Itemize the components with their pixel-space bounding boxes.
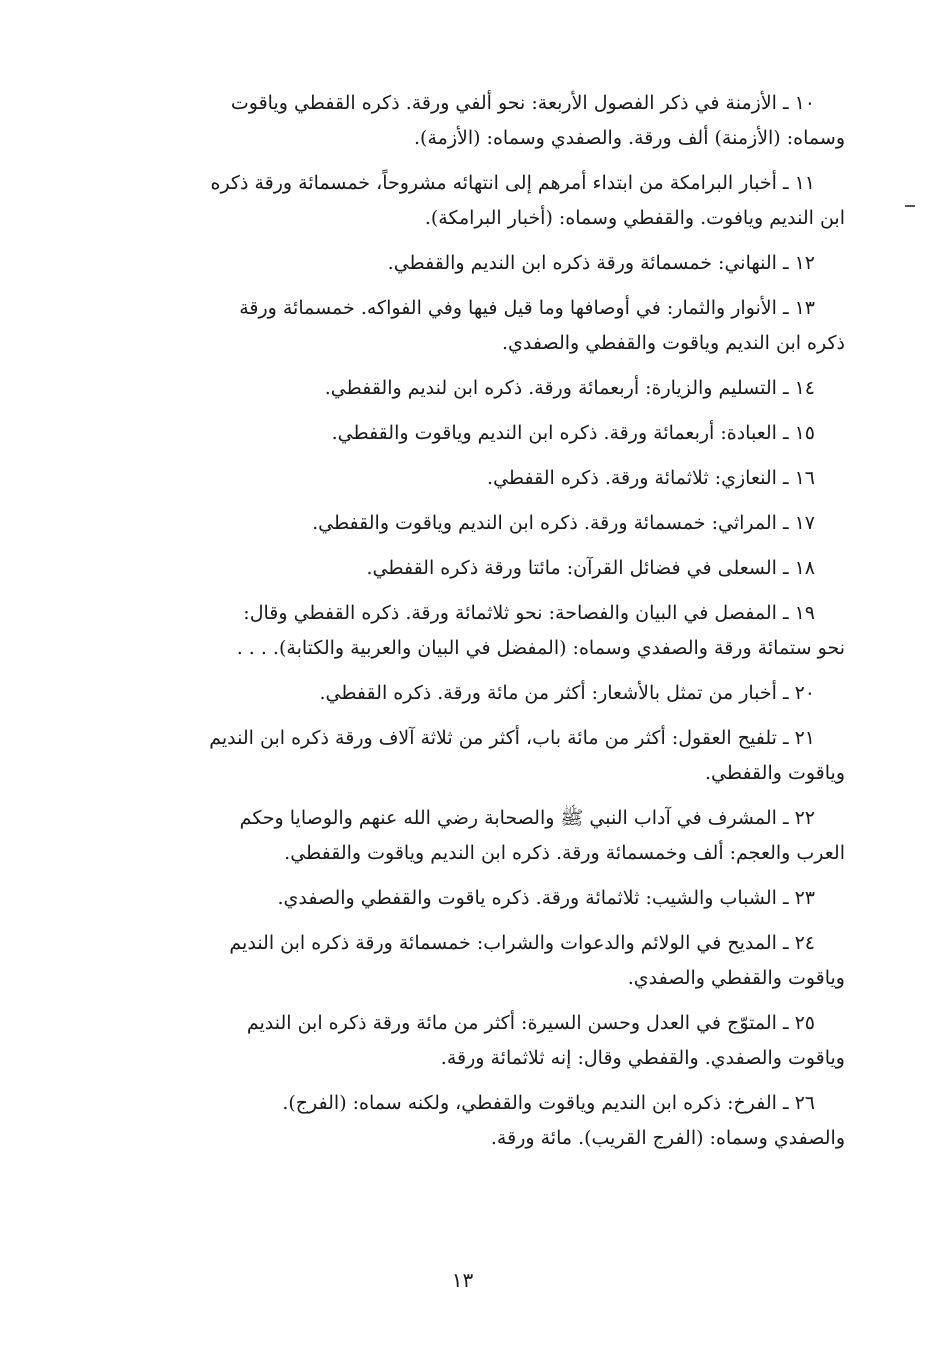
entry-11: [100, 166, 845, 236]
entry-19: [100, 596, 845, 666]
entry-13: [100, 291, 845, 361]
entry-continuation: ذكره ابن النديم وياقوت والقفطي والصفدي.: [501, 332, 845, 354]
entry-line: ٢٤ ـ المديح في الولائم والدعوات والشراب: خمسمائة ورقة ذكره ابن النديم: [229, 932, 815, 954]
entry-continuation: والصفدي وسماه: (الفرج القريب). مائة ورقة.: [490, 1127, 845, 1149]
entry-line: ١٤ ـ التسليم والزيارة: أربعمائة ورقة. ذكره ابن لنديم والقفطي.: [324, 377, 815, 399]
entry-15: [100, 416, 845, 451]
entry-20: [100, 676, 845, 711]
entry-continuation: نحو ستمائة ورقة والصفدي وسماه: (المفضل في البيان والعربية والكتابة). . . .: [236, 637, 845, 659]
entry-continuation: وياقوت والصفدي. والقفطي وقال: إنه ثلاثمائة ورقة.: [440, 1047, 845, 1069]
entry-line: ١٣ ـ الأنوار والثمار: في أوصافها وما قيل فيها وفي الفواكه. خمسمائة ورقة: [239, 297, 815, 319]
entry-23: [100, 881, 845, 916]
page-number: ١٣: [451, 1268, 474, 1292]
entry-line: ١٧ ـ المراثي: خمسمائة ورقة. ذكره ابن النديم وياقوت والقفطي.: [312, 512, 815, 534]
entry-22: [100, 801, 845, 871]
entry-line: ١٨ ـ السعلى في فضائل القرآن: مائتا ورقة ذكره القفطي.: [366, 557, 815, 579]
entry-17: [100, 506, 845, 541]
document-page: [100, 86, 845, 1166]
entry-12: [100, 246, 845, 281]
entry-line: ٢٠ ـ أخبار من تمثل بالأشعار: أكثر من مائة ورقة. ذكره القفطي.: [319, 682, 815, 704]
entry-line: ١٦ ـ النعازي: ثلاثمائة ورقة. ذكره القفطي.: [487, 467, 815, 489]
entry-continuation: وياقوت والقفطي والصفدي.: [627, 967, 845, 989]
entry-continuation: وسماه: (الأزمنة) ألف ورقة. والصفدي وسماه: (الأزمة).: [414, 127, 845, 149]
margin-mark: [905, 205, 915, 207]
entry-line: ٢١ ـ تلفيح العقول: أكثر من مائة باب، أكثر من ثلاثة آلاف ورقة ذكره ابن النديم: [209, 727, 815, 749]
entry-10: [100, 86, 845, 156]
entry-line: ٢٦ ـ الفرخ: ذكره ابن النديم وياقوت والقفطي، ولكنه سماه: (الفرج).: [282, 1092, 815, 1114]
entry-line: ١٥ ـ العبادة: أربعمائة ورقة. ذكره ابن النديم وياقوت والقفطي.: [331, 422, 815, 444]
entry-16: [100, 461, 845, 496]
entry-24: [100, 926, 845, 996]
entry-line: ٢٥ ـ المتوّج في العدل وحسن السيرة: أكثر من مائة ورقة ذكره ابن النديم: [246, 1012, 815, 1034]
entry-line: ١٠ ـ الأزمنة في ذكر الفصول الأربعة: نحو ألفي ورقة. ذكره القفطي وياقوت: [230, 92, 815, 114]
entry-14: [100, 371, 845, 406]
entry-line: ١٩ ـ المفصل في البيان والفصاحة: نحو ثلاثمائة ورقة. ذكره القفطي وقال:: [243, 602, 815, 624]
entry-line: ١١ ـ أخبار البرامكة من ابتداء أمرهم إلى انتهائه مشروحاً، خمسمائة ورقة ذكره: [210, 172, 815, 194]
entry-line: ١٢ ـ النهاني: خمسمائة ورقة ذكره ابن النديم والقفطي.: [387, 252, 815, 274]
entry-continuation: وياقوت والقفطي.: [704, 762, 845, 784]
entry-25: [100, 1006, 845, 1076]
entry-26: [100, 1086, 845, 1156]
entry-continuation: ابن النديم ويافوت. والقفطي وسماه: (أخبار البرامكة).: [424, 207, 845, 229]
entry-21: [100, 721, 845, 791]
entry-line: ٢٣ ـ الشباب والشيب: ثلاثمائة ورقة. ذكره ياقوت والقفطي والصفدي.: [277, 887, 815, 909]
entry-continuation: العرب والعجم: ألف وخمسمائة ورقة. ذكره ابن النديم وياقوت والقفطي.: [284, 842, 845, 864]
entry-18: [100, 551, 845, 586]
entry-line: ٢٢ ـ المشرف في آداب النبي ﷺ والصحابة رضي الله عنهم والوصايا وحكم: [239, 807, 815, 829]
